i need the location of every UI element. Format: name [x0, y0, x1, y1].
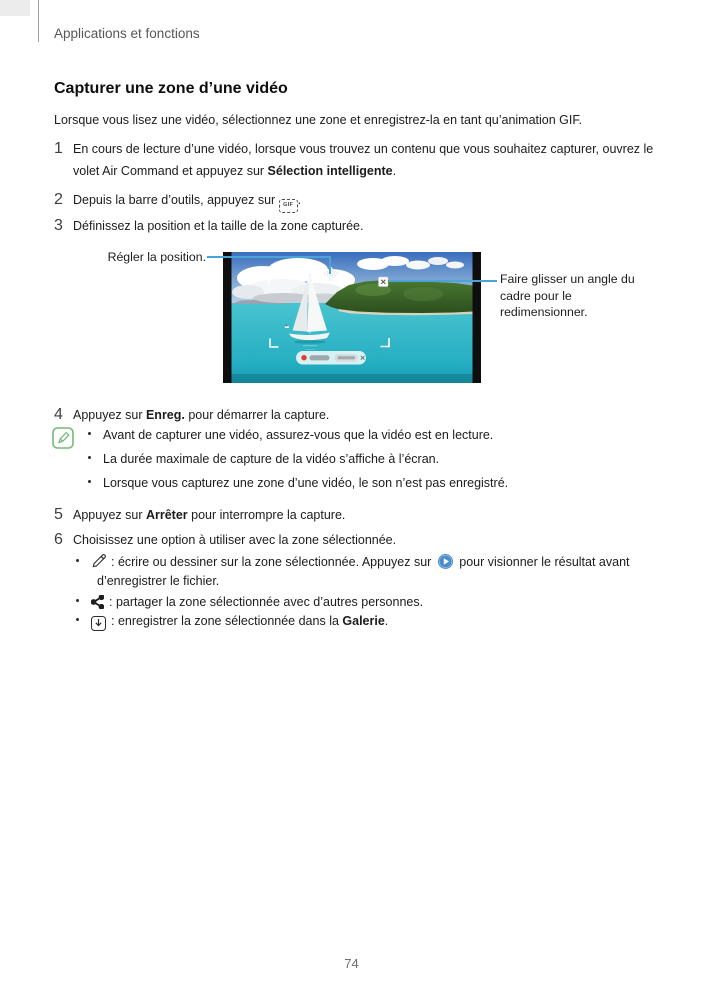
menu-name: Sélection intelligente	[267, 163, 393, 178]
gif-capture-icon: GIF	[279, 199, 298, 213]
step-1	[54, 139, 653, 182]
step-text: En cours de lecture d’une vidéo, lorsque vous trouvez un contenu que vous souhaitez capturer, ouvrez le volet Air Command et appuyez sur Sélection intelligente.	[73, 142, 654, 178]
header-rule	[38, 0, 39, 42]
note-item: La durée maximale de capture de la vidéo s’affiche à l’écran.	[88, 452, 439, 466]
button-name: Arrêter	[145, 508, 188, 522]
callout-label-resize: Faire glisser un angle du cadre pour le redimensionner.	[500, 272, 635, 319]
record-dot-icon	[301, 355, 306, 360]
bullet	[88, 432, 91, 435]
video-frame-image	[223, 252, 481, 383]
step-3	[54, 216, 363, 238]
save-icon	[91, 616, 106, 631]
option-draw: : écrire ou dessiner sur la zone sélectionnée. Appuyez sur pour visionner le résultat avant	[76, 553, 630, 569]
step-text: Depuis la barre d’outils, appuyez sur GIF .	[73, 190, 301, 213]
callout-line	[207, 256, 331, 258]
pen-icon	[91, 553, 107, 569]
step-text: Définissez la position et la taille de la zone capturée.	[73, 219, 364, 233]
bullet	[76, 599, 79, 602]
video-capture-illustration	[223, 252, 481, 383]
share-icon	[91, 595, 104, 609]
callout-line	[389, 280, 497, 282]
bullet	[88, 480, 91, 483]
step-1-line-1: En cours de lecture d’une vidéo, lorsque vous trouvez un contenu que vous souhaitez capturer, ouvrez le	[73, 142, 654, 156]
callout-label-position: Régler la position.	[107, 250, 206, 264]
step-number: 1	[54, 140, 63, 157]
bullet	[76, 618, 79, 621]
option-draw-line2: d’enregistrer le fichier.	[97, 574, 220, 588]
step-2	[54, 190, 301, 213]
intro-paragraph: Lorsque vous lisez une vidéo, sélectionnez une zone et enregistrez-la en tant qu’animation GIF.	[54, 113, 583, 127]
step-5: 5 Appuyez sur Arrêter pour interrompre la capture.	[54, 505, 345, 527]
app-name: Galerie	[342, 614, 385, 628]
step-number: 6	[54, 531, 63, 548]
play-icon	[438, 554, 453, 569]
resize-handle-icon	[379, 277, 389, 287]
step-number: 3	[54, 217, 63, 234]
step-4: 4 Appuyez sur Enreg. pour démarrer la capture.	[54, 405, 329, 427]
page-corner-artifact	[0, 0, 30, 16]
section-title: Capturer une zone d’une vidéo	[54, 80, 288, 97]
chapter-header: Applications et fonctions	[54, 26, 200, 41]
option-share: : partager la zone sélectionnée avec d’autres personnes.	[76, 595, 423, 609]
bullet	[88, 456, 91, 459]
note-item: Lorsque vous capturez une zone d’une vidéo, le son n’est pas enregistré.	[88, 476, 508, 490]
step-number: 2	[54, 191, 63, 208]
record-toolbar	[296, 351, 366, 365]
step-number: 4	[54, 406, 63, 423]
callout-line	[329, 256, 331, 274]
note-item: Avant de capturer une vidéo, assurez-vous que la vidéo est en lecture.	[88, 428, 493, 442]
step-6: 6 Choisissez une option à utiliser avec la zone sélectionnée.	[54, 530, 396, 552]
step-1-line-2: volet Air Command et appuyez sur	[73, 163, 268, 178]
button-name: Enreg.	[145, 408, 185, 422]
page-number: 74	[344, 956, 359, 971]
bullet	[76, 559, 79, 562]
step-number: 5	[54, 506, 63, 523]
option-save: : enregistrer la zone sélectionnée dans la Galerie.	[76, 614, 388, 631]
note-icon	[52, 427, 74, 454]
